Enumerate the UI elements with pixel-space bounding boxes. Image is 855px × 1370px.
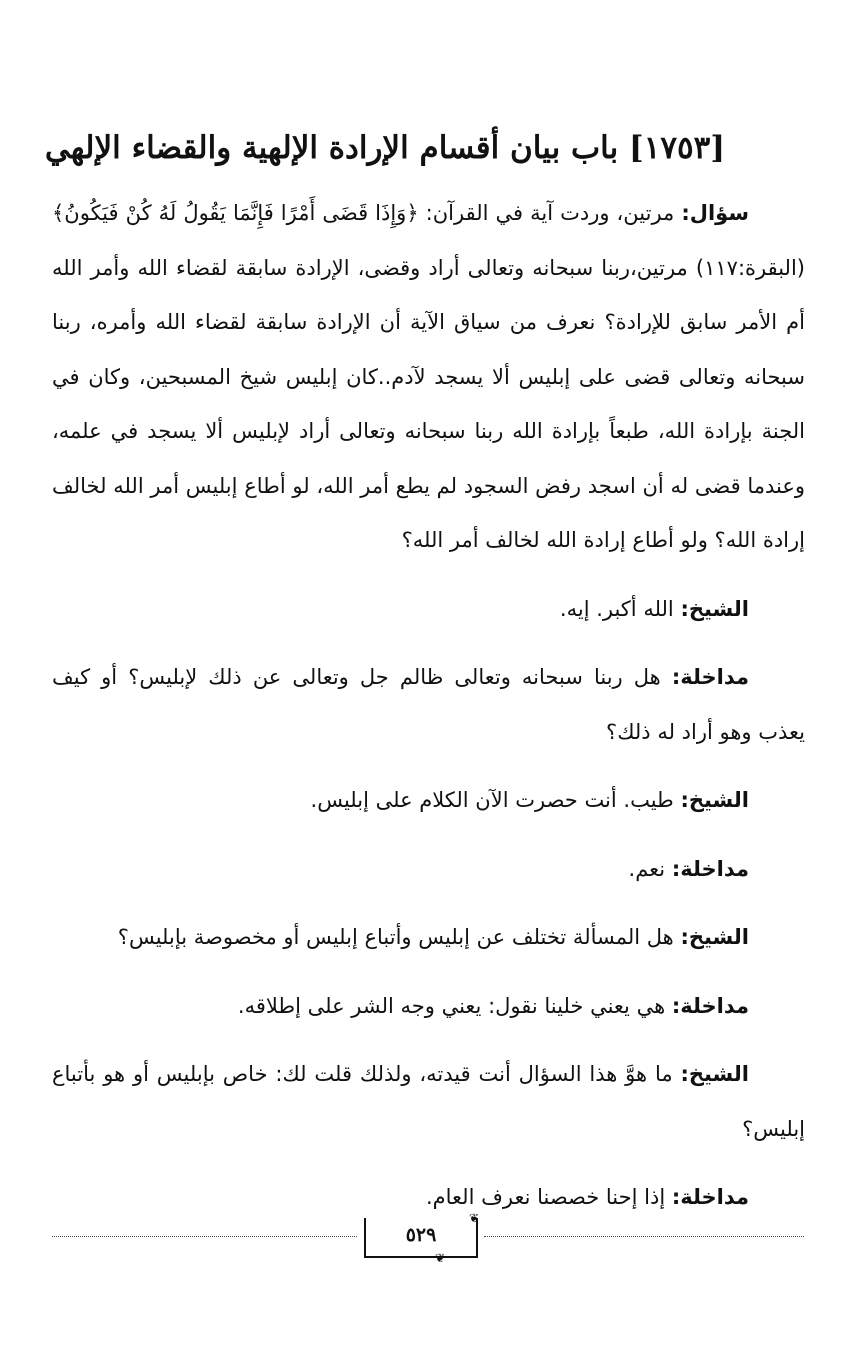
dialogue-text: طيب. أنت حصرت الآن الكلام على إبليس. xyxy=(310,788,681,812)
speaker-label: مداخلة: xyxy=(671,1185,749,1209)
footer-divider xyxy=(52,1236,357,1237)
dialogue-text: هل ربنا سبحانه وتعالى ظالم جل وتعالى عن ذلك لإبليس؟ أو كيف يعذب وهو أراد له ذلك؟ xyxy=(52,665,805,744)
quran-verse: ﴿وَإِذَا قَضَى أَمْرًا فَإِنَّمَا يَقُولُ لَهُ كُنْ فَيَكُونُ﴾ xyxy=(52,201,419,225)
speaker-label: مداخلة: xyxy=(671,665,749,689)
page-footer xyxy=(52,1211,804,1266)
speaker-label: الشيخ: xyxy=(680,1062,749,1086)
speaker-label: الشيخ: xyxy=(680,596,749,621)
chapter-title: [١٧٥٣] باب بيان أقسام الإرادة الإلهية والقضاء الإلهي xyxy=(44,130,725,166)
verse-citation: (البقرة:١١٧) xyxy=(695,255,805,280)
page-body xyxy=(52,186,805,1239)
dialogue-text: الله أكبر. إيه. xyxy=(559,596,681,621)
question-intro: مرتين، وردت آية في القرآن: xyxy=(418,201,682,225)
dialogue-paragraph xyxy=(52,582,805,637)
speaker-label: الشيخ: xyxy=(680,788,749,812)
speaker-label: مداخلة: xyxy=(671,856,749,881)
ornament-icon: ❦ xyxy=(434,1251,446,1265)
dialogue-text: هي يعني خلينا نقول: يعني وجه الشر على إطلاقه. xyxy=(237,993,672,1018)
dialogue-paragraph xyxy=(52,979,805,1034)
dialogue-paragraph xyxy=(52,842,805,897)
question-paragraph xyxy=(52,186,805,568)
question-text: مرتين،ربنا سبحانه وتعالى أراد وقضى، الإرادة سابقة لقضاء الله وأمر الله أم الأمر سابق للإرادة؟ نعرف من سياق الآية أن الإرادة سابقة لقضاء الله وأمره، ربنا سبحانه وتعالى قضى على إبليس ألا يسجد لآدم..كان إبليس شيخ المسبحين، وكان في الجنة بإرادة الله، طبعاً بإرادة الله ربنا سبحانه وتعالى أراد لإبليس ألا يسجد في علمه، وعندما قضى له أن اسجد رفض السجود لم يطع أمر الله، لو أطاع إبليس أمر الله لخالف إرادة الله؟ ولو أطاع إرادة الله لخالف أمر الله؟ xyxy=(52,255,805,552)
speaker-label: سؤال: xyxy=(681,201,749,225)
footer-divider xyxy=(484,1236,804,1237)
speaker-label: مداخلة: xyxy=(671,993,749,1018)
dialogue-paragraph xyxy=(52,773,805,828)
dialogue-text: هل المسألة تختلف عن إبليس وأتباع إبليس أو مخصوصة بإبليس؟ xyxy=(117,925,681,949)
speaker-label: الشيخ: xyxy=(680,925,749,949)
dialogue-text: ما هوَّ هذا السؤال أنت قيدته، ولذلك قلت لك: خاص بإبليس أو هو بأتباع إبليس؟ xyxy=(52,1062,805,1141)
page-number: ٥٢٩ xyxy=(405,1224,437,1246)
page-number-frame xyxy=(364,1211,480,1265)
dialogue-paragraph xyxy=(52,650,805,759)
dialogue-paragraph xyxy=(52,1047,805,1156)
dialogue-text: نعم. xyxy=(628,856,672,881)
dialogue-text: إذا إحنا خصصنا نعرف العام. xyxy=(425,1185,672,1209)
dialogue-paragraph xyxy=(52,910,805,965)
ornament-icon: ❦ xyxy=(468,1211,480,1225)
